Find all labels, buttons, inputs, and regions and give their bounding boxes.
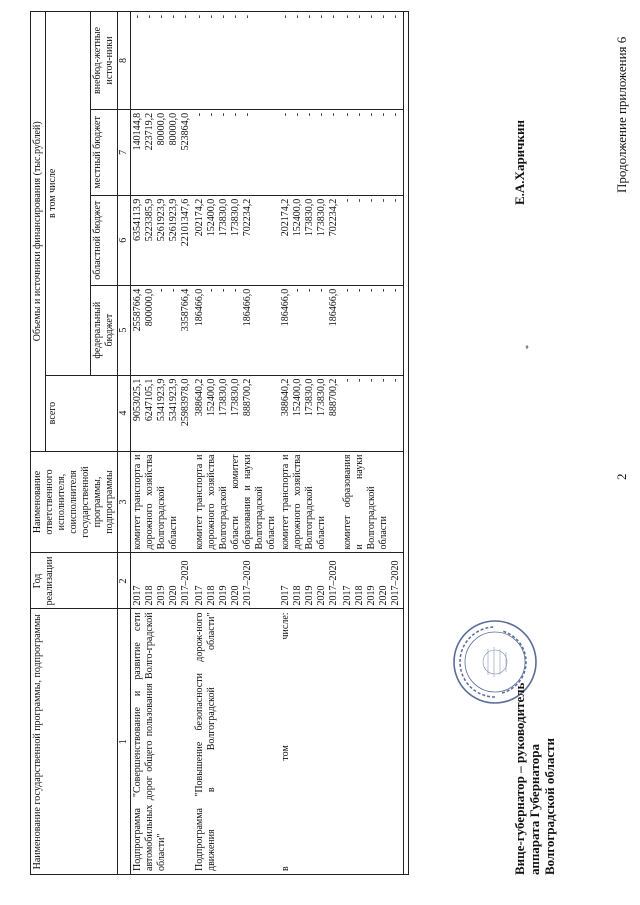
year-value: 2019 [218,585,229,606]
total-value: - [342,378,353,382]
regional-value: 702234,2 [328,198,339,237]
total-value: 6247105,1 [144,378,155,422]
total-value: 388640,2 [280,378,291,417]
regional-value: - [342,198,353,203]
federal-cell [193,285,279,375]
year-value: 2017 [194,585,205,606]
year-value: 2020 [378,585,389,606]
offbudget-value: - [242,15,253,19]
local-value: - [316,112,327,117]
page-number: 2 [614,473,629,480]
regional-value: 202174,2 [194,198,205,237]
federal-value: - [316,288,327,293]
regional-value: 152400,0 [292,198,303,237]
regional-value: 173830,0 [304,198,315,237]
year-value: 2019 [156,585,167,606]
local-value: - [292,112,303,117]
total-value: 9053025,1 [132,378,143,422]
funding-table [30,11,409,875]
col-number: 4 [118,375,131,451]
federal-value: 2558766,4 [132,288,143,332]
header-offbudget: внебюд-жетные источ-ники [91,12,118,110]
col-number: 8 [118,12,131,110]
regional-value: - [378,198,389,203]
federal-value: - [168,288,179,293]
federal-value: 3358766,4 [180,288,191,332]
program-name: в том числе: [279,609,341,875]
total-value: 152400,0 [206,378,217,417]
regional-value: 173830,0 [218,198,229,237]
local-value: 80000,0 [168,112,179,146]
total-value: 5341923,9 [168,378,179,422]
header-including: в том числе [46,12,91,376]
regional-value: 173830,0 [316,198,327,237]
executor-cell: комитет транспорта и дорожного хозяйства Волгоградской области комитет образования и науки Волгоградской области [193,451,279,553]
offbudget-value: - [292,15,303,19]
col-number: 5 [118,285,131,375]
offbudget-value: - [144,15,155,19]
local-value: 223719,2 [144,112,155,151]
signer-title-line: аппарата Губернатора [527,743,542,875]
executor-cell: комитет транспорта и дорожного хозяйства Волгоградской области [279,451,341,553]
regional-value: 5261923,9 [168,198,179,242]
regional-value: 202174,2 [280,198,291,237]
appendix-label: Продолжение приложения 6 [614,36,629,193]
local-value: - [354,112,365,117]
table-row [279,12,341,875]
local-value: 80000,0 [156,112,167,146]
year-value: 2017–2020 [328,560,339,606]
regional-value: 173830,0 [230,198,241,237]
table-row [193,12,279,875]
years-cell [193,553,279,609]
year-value: 2018 [292,585,303,606]
signer-title-line: Волгоградской области [542,737,557,875]
total-value: - [378,378,389,382]
local-cell [341,109,404,195]
offbudget-value: - [230,15,241,19]
year-value: 2020 [230,585,241,606]
table-row [341,12,404,875]
regional-value: - [354,198,365,203]
offbudget-value: - [132,15,143,19]
regional-value: 5223385,9 [144,198,155,242]
regional-value: 702234,2 [242,198,253,237]
offbudget-value: - [218,15,229,19]
offbudget-value: - [366,15,377,19]
offbudget-value: - [328,15,339,19]
header-total: всего [46,375,118,451]
col-number: 2 [118,553,131,609]
offbudget-value: - [304,15,315,19]
table-end-row [404,12,409,875]
regional-cell [193,195,279,285]
local-value: - [366,112,377,117]
federal-value: 186466,0 [242,288,253,327]
total-value: 173830,0 [218,378,229,417]
total-value: 5341923,9 [156,378,167,422]
local-value: - [378,112,389,117]
offbudget-value: - [180,15,191,19]
header-local: местный бюджет [91,109,118,195]
regional-value: 6354113,9 [132,198,143,241]
years-cell [279,553,341,609]
federal-value: 186466,0 [328,288,339,327]
col-number: 6 [118,195,131,285]
regional-cell [341,195,404,285]
federal-value: - [354,288,365,293]
local-cell [193,109,279,195]
signer-name: Е.А.Харичкин [512,120,527,205]
year-value: 2017 [132,585,143,606]
federal-value: - [292,288,303,293]
total-value: 173830,0 [230,378,241,417]
local-cell [131,109,194,195]
total-cell [193,375,279,451]
total-value: - [366,378,377,382]
col-number: 3 [118,451,131,553]
signer-title-line: Вице-губернатор – руководитель [512,682,527,875]
federal-cell [131,285,194,375]
total-value: 888700,2 [328,378,339,417]
local-cell [279,109,341,195]
year-value: 2018 [354,585,365,606]
total-value: 173830,0 [304,378,315,417]
signer-block [512,683,557,875]
local-value: - [304,112,315,117]
total-cell [279,375,341,451]
local-value: - [342,112,353,117]
total-value: - [390,378,401,382]
total-value: 25983978,0 [180,378,191,427]
years-cell [341,553,404,609]
col-number: 1 [118,609,131,875]
header-federal: федеральный бюджет [91,285,118,375]
signature-mark: * [524,345,533,349]
offbudget-value: - [354,15,365,19]
regional-value: 152400,0 [206,198,217,237]
total-value: 173830,0 [316,378,327,417]
federal-cell [279,285,341,375]
federal-value: - [156,288,167,293]
year-value: 2018 [144,585,155,606]
local-value: - [206,112,217,117]
program-name: Подпрограмма "Повышение безопасности дорож-ного движения в Волгоградской области" [193,609,279,875]
local-value: 523864,0 [180,112,191,151]
federal-value: 186466,0 [280,288,291,327]
federal-value: - [390,288,401,293]
federal-value: - [230,288,241,293]
year-value: 2017 [280,585,291,606]
federal-cell [341,285,404,375]
federal-value: 186466,0 [194,288,205,327]
year-value: 2018 [206,585,217,606]
year-value: 2017–2020 [180,560,191,606]
total-cell [341,375,404,451]
program-name [341,609,404,875]
federal-value: - [366,288,377,293]
header-funding: Объемы и источники финансирования (тыс.рублей) [31,12,46,452]
table-row [131,12,194,875]
total-cell [131,375,194,451]
regional-value: 22101347,6 [180,198,191,247]
local-value: 140144,8 [132,112,143,151]
total-value: 388640,2 [194,378,205,417]
column-numbers-row [118,12,131,875]
offbudget-value: - [156,15,167,19]
executor-cell: комитет транспорта и дорожного хозяйства Волгоградской области [131,451,194,553]
regional-cell [279,195,341,285]
year-value: 2017 [342,585,353,606]
local-value: - [280,112,291,117]
year-value: 2017–2020 [390,560,401,606]
col-number: 7 [118,109,131,195]
header-regional: областной бюджет [91,195,118,285]
federal-value: - [304,288,315,293]
local-value: - [230,112,241,117]
header-year: Год реализации [31,553,118,609]
local-value: - [328,112,339,117]
local-value: - [218,112,229,117]
local-value: - [242,112,253,117]
local-value: - [194,112,205,117]
offbudget-cell [341,12,404,110]
regional-value: - [366,198,377,203]
federal-value: - [206,288,217,293]
regional-value: - [390,198,401,203]
offbudget-value: - [316,15,327,19]
federal-value: 800000,0 [144,288,155,327]
federal-value: - [218,288,229,293]
years-cell [131,553,194,609]
executor-cell: комитет образования и науки Волгоградской области [341,451,404,553]
year-value: 2020 [168,585,179,606]
local-value: - [390,112,401,117]
table-body [131,12,409,875]
offbudget-value: - [378,15,389,19]
year-value: 2019 [366,585,377,606]
total-value: - [354,378,365,382]
offbudget-value: - [194,15,205,19]
offbudget-value: - [342,15,353,19]
regional-value: 5261923,9 [156,198,167,242]
federal-value: - [342,288,353,293]
header-executor: Наименование ответственного исполнителя, соисполнителя государственной программы, подпрограммы [31,451,118,553]
header-name: Наименование государственной программы, подпрограммы [31,609,118,875]
year-value: 2019 [304,585,315,606]
year-value: 2020 [316,585,327,606]
program-name: Подпрограмма "Совершенствование и развитие сети автомобильных дорог общего пользования Волго-градской области" [131,609,194,875]
offbudget-value: - [206,15,217,19]
year-value: 2017–2020 [242,560,253,606]
total-value: 888700,2 [242,378,253,417]
offbudget-cell [193,12,279,110]
offbudget-value: - [168,15,179,19]
federal-value: - [378,288,389,293]
offbudget-cell [279,12,341,110]
offbudget-value: - [280,15,291,19]
offbudget-cell [131,12,194,110]
total-value: 152400,0 [292,378,303,417]
offbudget-value: - [390,15,401,19]
regional-cell [131,195,194,285]
